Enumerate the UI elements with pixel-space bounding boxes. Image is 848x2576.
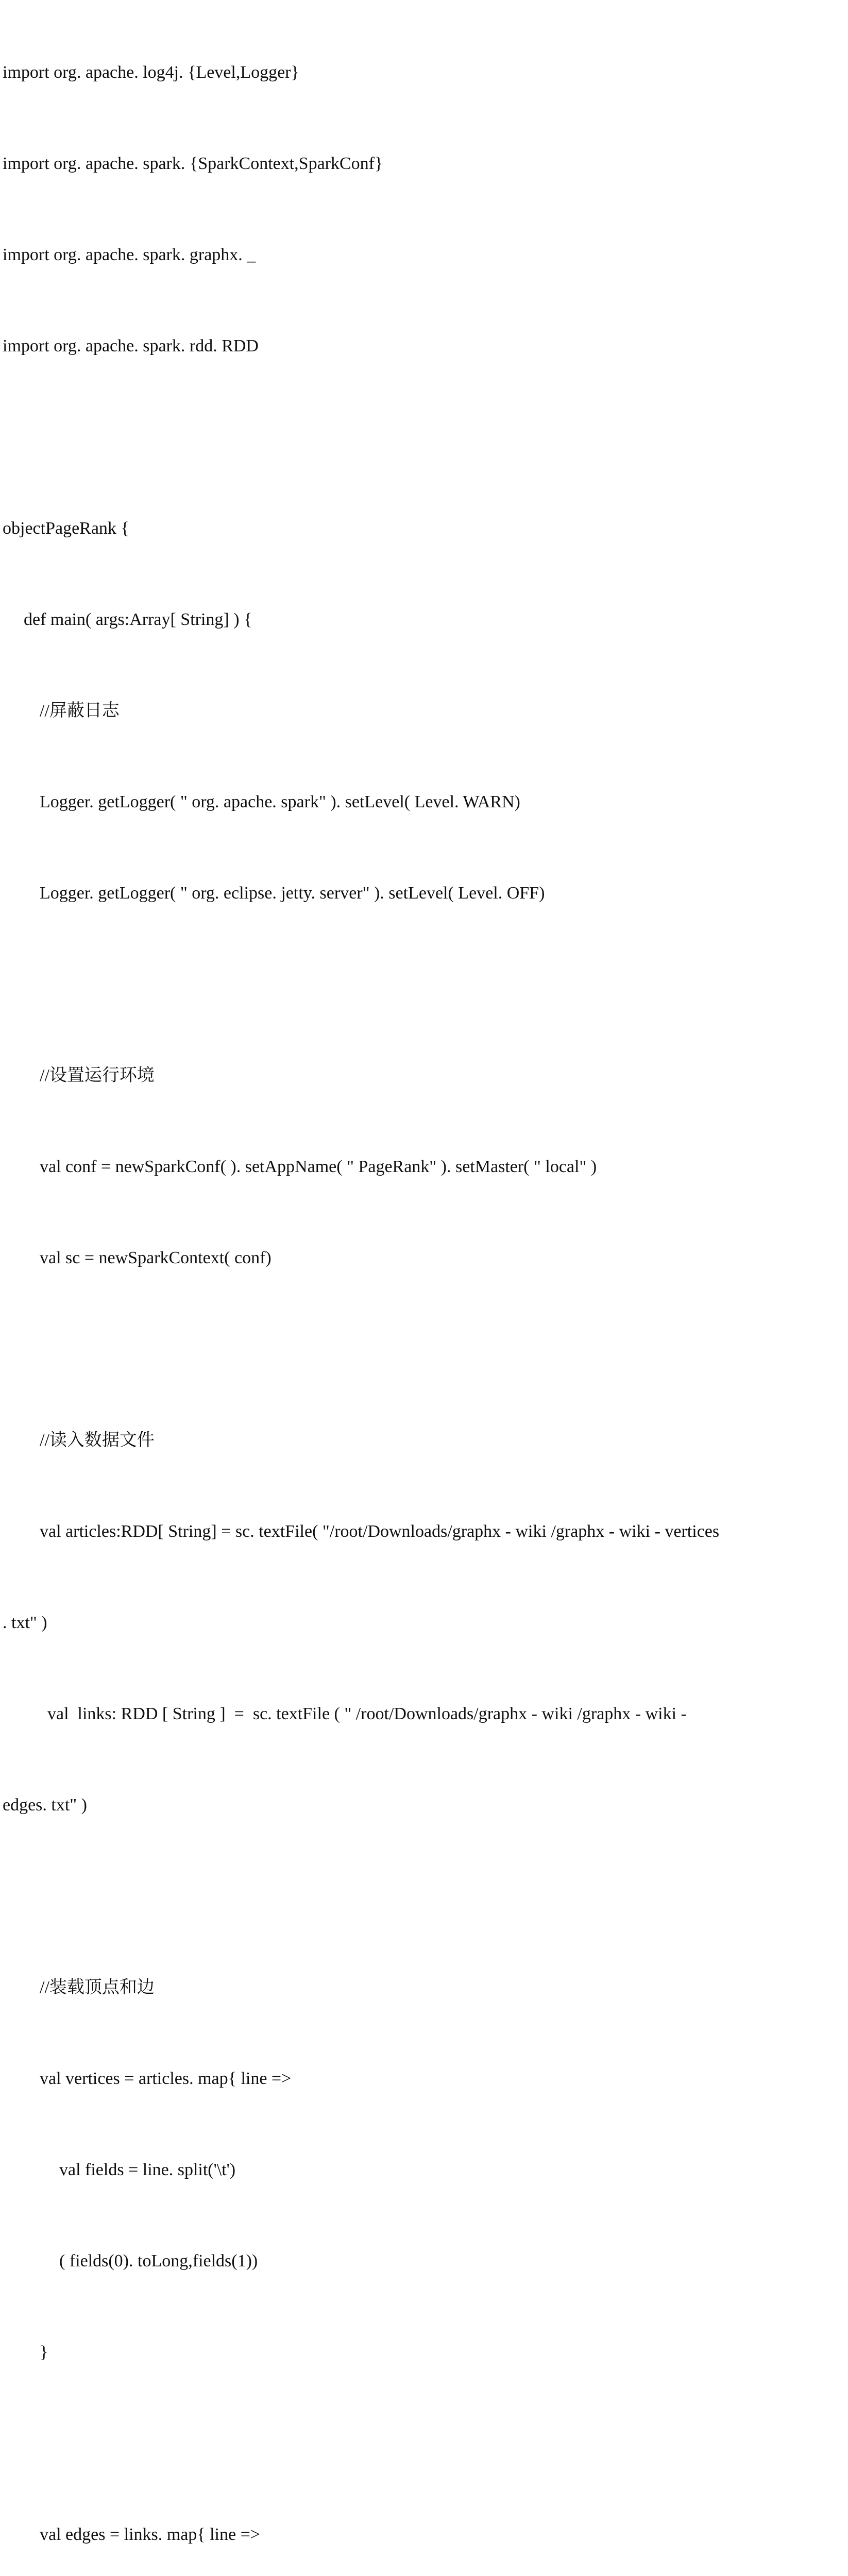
- code-comment-line: //设置运行环境: [40, 1066, 155, 1085]
- code-line: objectPageRank {: [3, 519, 129, 538]
- code-line: val fields = line. split('\t'): [59, 2160, 236, 2179]
- code-line: val edges = links. map{ line =>: [40, 2525, 260, 2544]
- code-line: val sc = newSparkContext( conf): [40, 1248, 272, 1267]
- code-line: import org. apache. spark. rdd. RDD: [3, 336, 259, 355]
- code-line: Logger. getLogger( " org. eclipse. jetty. server" ). setLevel( Level. OFF): [40, 884, 545, 903]
- code-continuation-line: edges. txt" ): [3, 1795, 88, 1815]
- code-line: Logger. getLogger( " org. apache. spark" ). setLevel( Level. WARN): [40, 792, 520, 811]
- code-line: val links: RDD [ String ] = sc. textFile ( " /root/Downloads/graphx - wiki /graphx - wiki -: [47, 1704, 687, 1723]
- code-line: val conf = newSparkConf( ). setAppName( " PageRank" ). setMaster( " local" ): [40, 1157, 597, 1176]
- code-line: import org. apache. spark. graphx. _: [3, 245, 256, 264]
- code-line: import org. apache. spark. {SparkContext,SparkConf}: [3, 154, 383, 173]
- code-comment-line: //读入数据文件: [40, 1431, 155, 1450]
- blank-line: [0, 2428, 805, 2459]
- code-line: import org. apache. log4j. {Level,Logger}: [3, 63, 299, 82]
- code-line: ( fields(0). toLong,fields(1)): [59, 2251, 258, 2270]
- code-comment-line: //装载顶点和边: [40, 1978, 155, 1997]
- blank-line: [0, 1881, 805, 1911]
- code-comment-line: //屏蔽日志: [40, 701, 120, 720]
- code-line: val articles:RDD[ String] = sc. textFile( "/root/Downloads/graphx - wiki /graphx - wiki - vertices: [40, 1522, 720, 1541]
- blank-line: [0, 969, 805, 999]
- blank-line: [0, 1334, 805, 1364]
- blank-line: [0, 422, 805, 452]
- code-line: def main( args:Array[ String] ) {: [24, 610, 252, 629]
- code-continuation-line: . txt" ): [3, 1613, 47, 1632]
- code-line: val vertices = articles. map{ line =>: [40, 2069, 292, 2088]
- code-line: }: [40, 2343, 48, 2362]
